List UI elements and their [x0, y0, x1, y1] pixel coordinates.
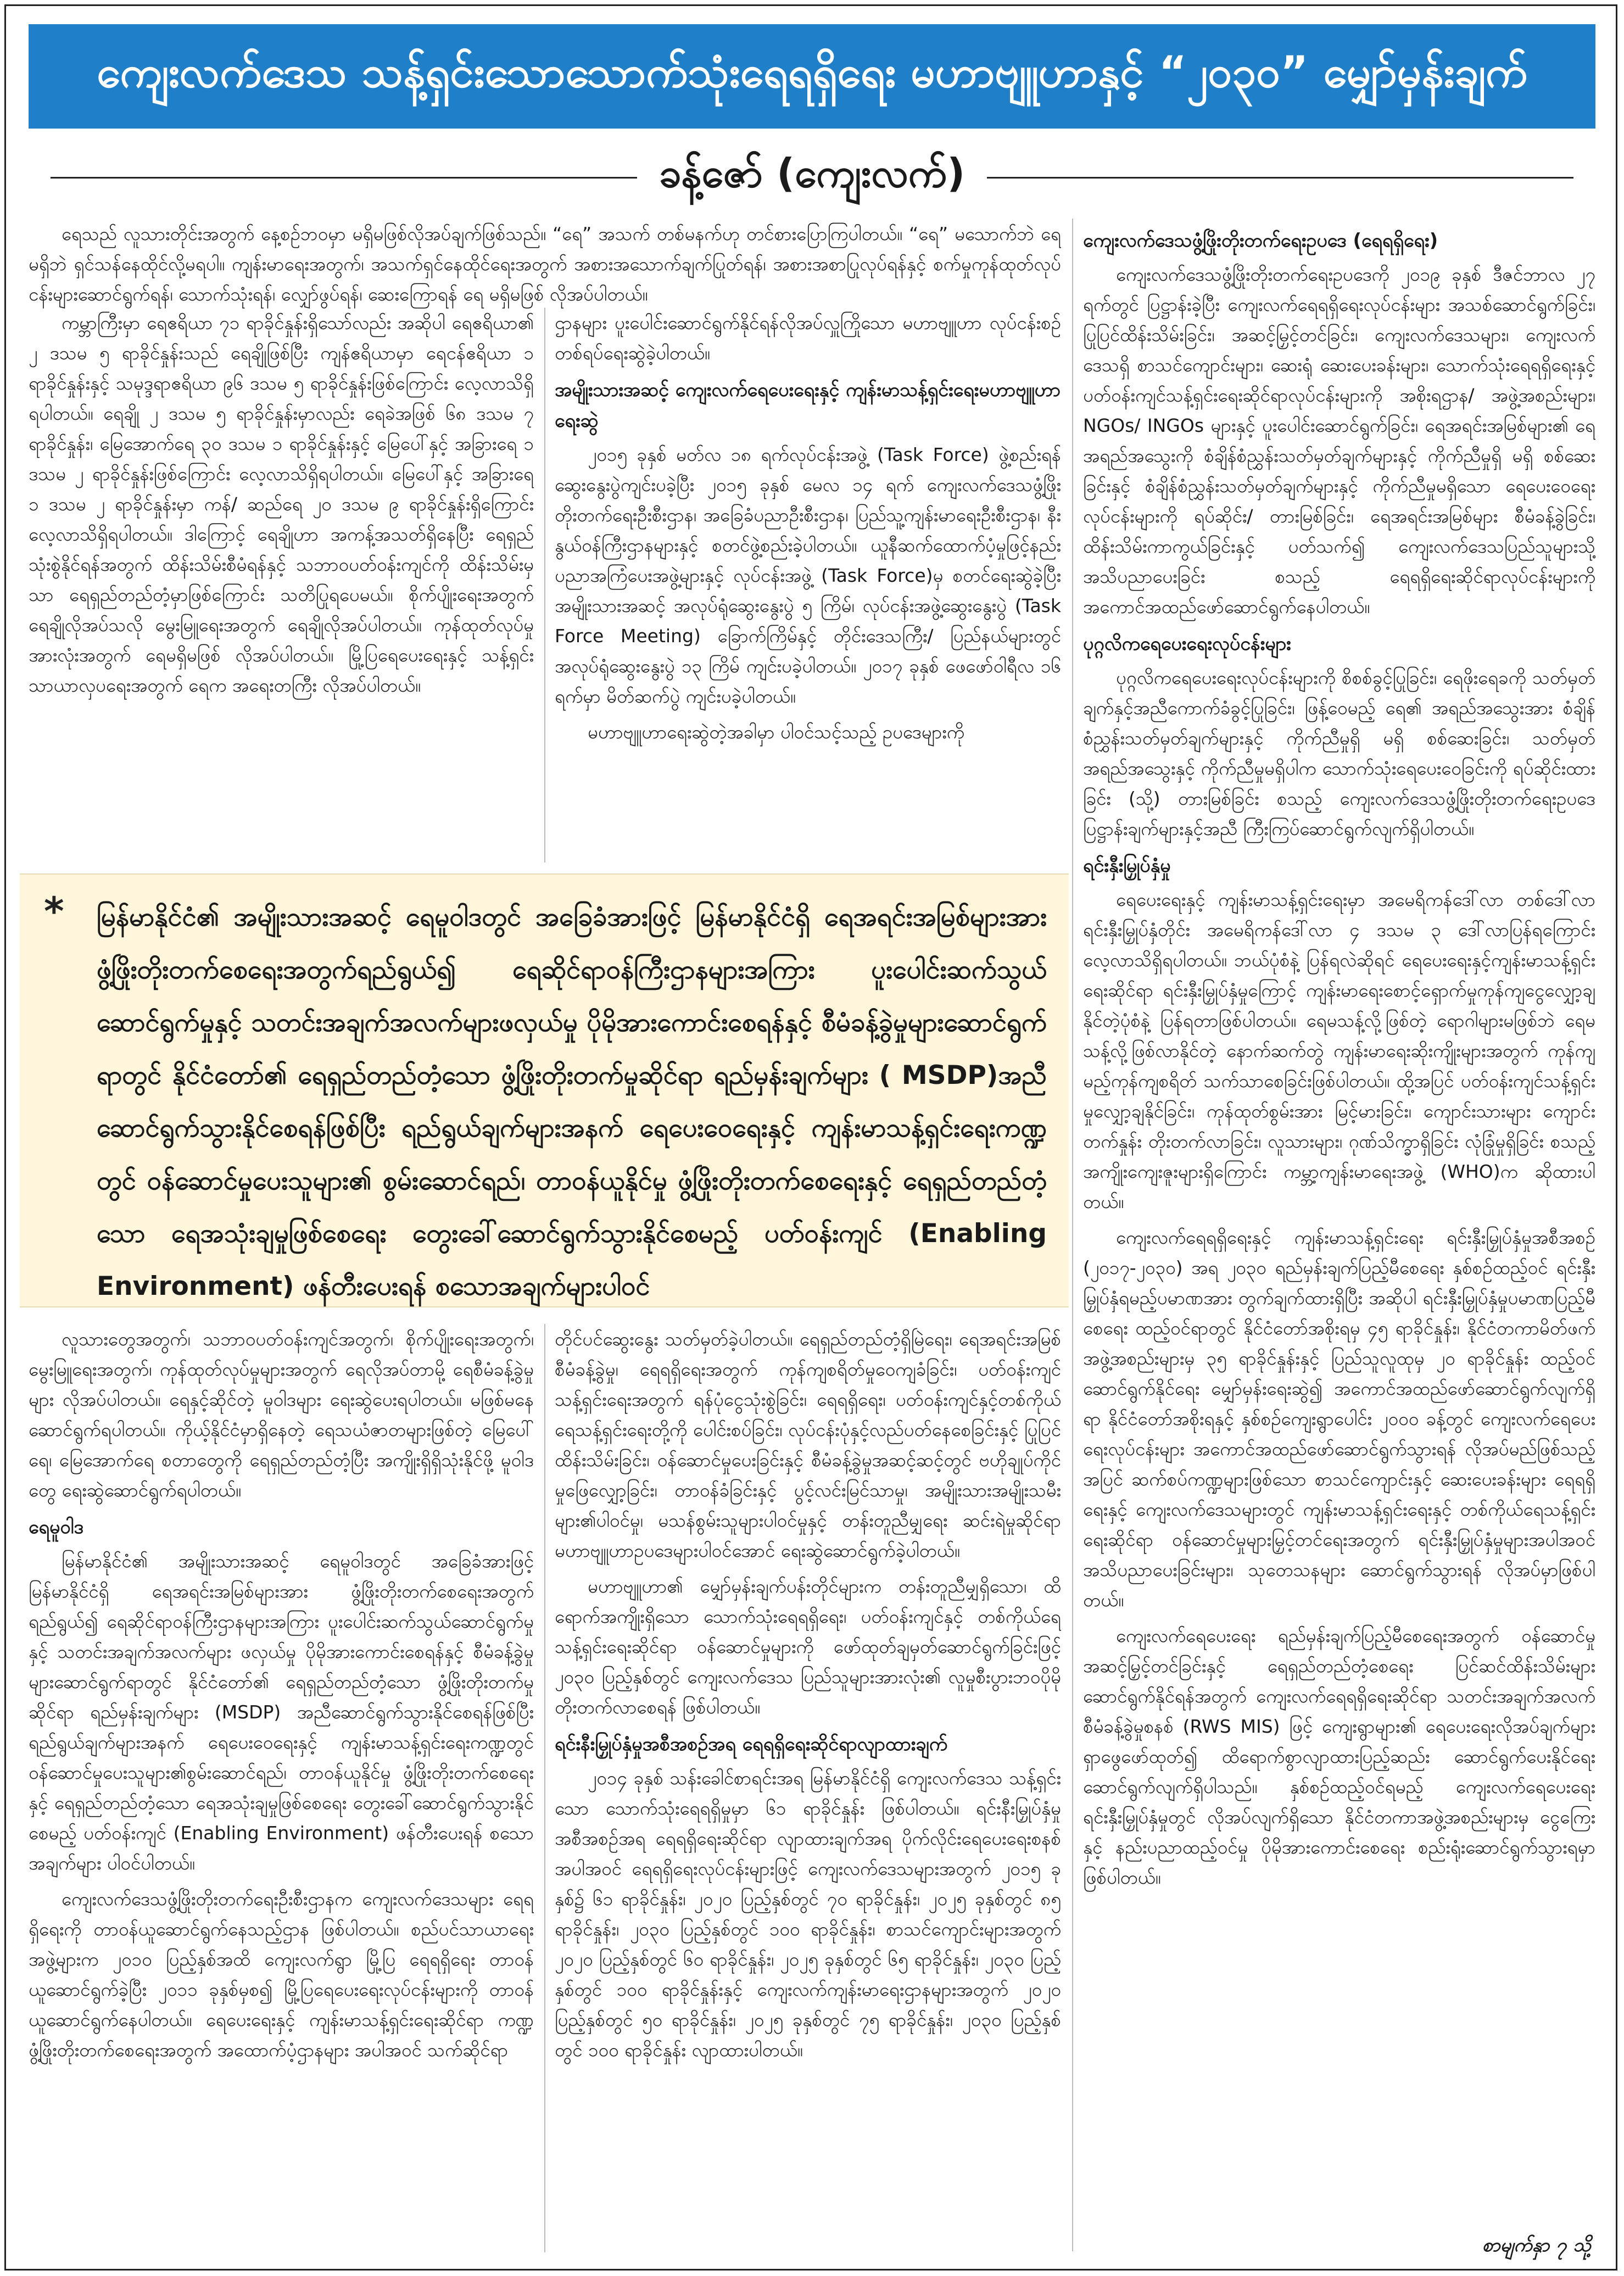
section-heading: ရင်းနှီးမြှုပ်နှံမှု — [1083, 855, 1171, 877]
right-column — [1083, 219, 1595, 2251]
body-paragraph: မဟာဗျူဟာ၏ မျှော်မှန်းချက်ပန်းတိုင်များက တန်းတူညီမျှရှိသော၊ ထိရောက်အကျိုးရှိသော သောက်သုံးရေရရှိရေး၊ ပတ်ဝန်းကျင်နှင့် တစ်ကိုယ်ရေသန့်ရှင်းရေးဆိုင်ရာ ဝန်ဆောင်မှုများကို ဖော်ထုတ်ချမှတ်ဆောင်ရွက်ခြင်းဖြင့် ၂၀၃၀ ပြည့်နှစ်တွင် ကျေးလက်ဒေသ ပြည်သူများအားလုံး၏ လူမှုစီးပွားဘဝပိုမိုတိုးတက်လာစေရန် ဖြစ်ပါတယ်။ — [555, 1576, 1061, 1718]
byline-row — [29, 147, 1595, 208]
body-paragraph: လူသားတွေအတွက်၊ သဘာဝပတ်ဝန်းကျင်အတွက်၊ စိုက်ပျိုးရေးအတွက်၊ မွေးမြူရေးအတွက်၊ ကုန်ထုတ်လုပ်မှုများအတွက် ရေလိုအပ်တာမို့ ရေစီမံခန့်ခွဲမှုများ လိုအပ်ပါတယ်။ ရေနှင့်ဆိုင်တဲ့ မူဝါဒများ ရေးဆွဲပေးရပါတယ်။ မဖြစ်မနေ ဆောင်ရွက်ရပါတယ်။ ကိုယ့်နိုင်ငံမှာရှိနေတဲ့ ရေသယံဇာတများဖြစ်တဲ့ မြေပေါ်ရေ၊ မြေအောက်ရေ စတာတွေကို ရေရှည်တည်တံ့ပြီး အကျိုးရှိရှိသုံးနိုင်ဖို့ မူဝါဒတွေ ရေးဆွဲဆောင်ရွက်ရပါတယ်။ — [29, 1328, 534, 1501]
body-paragraph: ၂၀၁၄ ခုနှစ် သန်းခေါင်စာရင်းအရ မြန်မာနိုင်ငံရှိ ကျေးလက်ဒေသ သန့်ရှင်းသော သောက်သုံးရေရရှိမှုမှာ ၆၁ ရာခိုင်နှုန်း ဖြစ်ပါတယ်။ ရင်းနီးမြှုပ်နှံမှုအစီအစဉ်အရ ရေရရှိရေးဆိုင်ရာ လျာထားချက်အရ ပိုက်လိုင်းရေပေးရေးစနစ်အပါအဝင် ရေရရှိရေးလုပ်ငန်းများဖြင့် ကျေးလက်ဒေသများအတွက် ၂၀၁၅ ခုနှစ်၌ ၆၁ ရာခိုင်နှုန်း၊ ၂၀၂၀ ပြည့်နှစ်တွင် ၇၀ ရာခိုင်နှုန်း၊ ၂၀၂၅ ခုနှစ်တွင် ၈၅ ရာခိုင်နှုန်း၊ ၂၀၃၀ ပြည့်နှစ်တွင် ၁၀၀ ရာခိုင်နှုန်း၊ စာသင်ကျောင်းများအတွက် ၂၀၂၀ ပြည့်နှစ်တွင် ၆၀ ရာခိုင်နှုန်း၊ ၂၀၂၅ ခုနှစ်တွင် ၆၅ ရာခိုင်နှုန်း၊ ၂၀၃၀ ပြည့်နှစ်တွင် ၁၀၀ ရာခိုင်နှုန်းနှင့် ကျေးလက်ကျန်းမာရေးဌာနများအတွက် ၂၀၂၀ ပြည့်နှစ်တွင် ၅၀ ရာခိုင်နှုန်း၊ ၂၀၂၅ ခုနှစ်တွင် ၇၅ ရာခိုင်နှုန်း၊ ၂၀၃၀ ပြည့်နှစ်တွင် ၁၀၀ ရာခိုင်နှုန်း လျာထားပါတယ်။ — [555, 1767, 1061, 2061]
byline: ခန့်ဇော် (ကျေးလက်) — [658, 150, 966, 196]
body-paragraph: ကျေးလက်ရေရရှိရေးနှင့် ကျန်းမာသန့်ရှင်းရေး ရင်းနှီးမြှုပ်နှံမှုအစီအစဉ် (၂၀၁၇-၂၀၃၀) အရ ၂၀၃၀ ရည်မှန်းချက်ပြည့်မီစေရေး နှစ်စဉ်ထည့်ဝင် ရင်းနှီးမြှုပ်နှံရမည့်ပမာဏအား တွက်ချက်ထားရှိပြီး အဆိုပါ ရင်းနှီးမြှုပ်နှံမှုပမာဏပြည့်မီစေရေး ထည့်ဝင်ရာတွင် နိုင်ငံတော်အစိုးရမှ ၄၅ ရာခိုင်နှုန်း၊ နိုင်ငံတကာမိတ်ဖက်အဖွဲ့အစည်းများမှ ၃၅ ရာခိုင်နှုန်းနှင့် ပြည်သူလူထုမှ ၂၀ ရာခိုင်နှုန်း ထည့်ဝင်ဆောင်ရွက်နိုင်ရေး မျှော်မှန်းရေးဆွဲ၍ အကောင်အထည်ဖော်ဆောင်ရွက်လျက်ရှိရာ နိုင်ငံတော်အစိုးရနှင့် နှစ်စဉ်ကျေးရွာပေါင်း ၂၀၀၀ ခန့်တွင် ကျေးလက်ရေပေးရေးလုပ်ငန်းများ အကောင်အထည်ဖော်ဆောင်ရွက်သွားရန် လိုအပ်မည်ဖြစ်သည့်အပြင် ဆက်စပ်ကဏ္ဍများဖြစ်သော စာသင်ကျောင်းနှင့် ဆေးပေးခန်းများ ရေရရှိရေးနှင့် ကျေးလက်ဒေသများတွင် ကျန်းမာသန့်ရှင်းရေးနှင့် တစ်ကိုယ်ရေသန့်ရှင်းရေးဆိုင်ရာ ဝန်ဆောင်မှုများမြှင့်တင်ရေးအတွက် ရင်းနှီးမြှုပ်နှံမှုများအပါအဝင် အသိပညာပေးခြင်းများ၊ သုတေသနများ ဆောင်ရွက်သွားရန် လိုအပ်မှာဖြစ်ပါတယ်။ — [1083, 1227, 1595, 1611]
body-paragraph: ၂၀၁၅ ခုနှစ် မတ်လ ၁၈ ရက်လုပ်ငန်းအဖွဲ့ (Task Force) ဖွဲ့စည်းရန် ဆွေးနွေးပွဲကျင်းပခဲ့ပြီး ၂၀၁၅ ခုနှစ် မေလ ၁၄ ရက် ကျေးလက်ဒေသဖွံ့ဖြိုးတိုးတက်ရေးဦးစီးဌာန၊ အခြေခံပညာဦးစီးဌာန၊ ပြည်သူ့ကျန်းမာရေးဦးစီးဌာန၊ နီးနွယ်ဝန်ကြီးဌာနများနှင့် စတင်ဖွဲ့စည်းခဲ့ပါတယ်။ ယူနီဆက်ထောက်ပံ့မှုဖြင့်နည်းပညာအကြံပေးအဖွဲ့များနှင့် လုပ်ငန်းအဖွဲ့ (Task Force)မှ စတင်ရေးဆွဲခဲ့ပြီး အမျိုးသားအဆင့် အလုပ်ရုံဆွေးနွေးပွဲ ၅ ကြိမ်၊ လုပ်ငန်းအဖွဲ့ဆွေးနွေးပွဲ (Task Force Meeting) ခြောက်ကြိမ်နှင့် တိုင်းဒေသကြီး/ ပြည်နယ်များတွင် အလုပ်ရုံဆွေးနွေးပွဲ ၁၃ ကြိမ် ကျင်းပခဲ့ပါတယ်။ ၂၀၁၇ ခုနှစ် ဖေဖော်ဝါရီလ ၁၆ ရက်မှာ မိတ်ဆက်ပွဲ ကျင်းပခဲ့ပါတယ်။ — [555, 444, 1061, 707]
byline-rule-right — [987, 177, 1573, 179]
column-divider — [544, 308, 545, 862]
body-paragraph: မြန်မာနိုင်ငံ၏ အမျိုးသားအဆင့် ရေမူဝါဒတွင် အခြေခံအားဖြင့် မြန်မာနိုင်ငံရှိ ရေအရင်းအမြစ်များအား ဖွံ့ဖြိုးတိုးတက်စေရေးအတွက် ရည်ရွယ်၍ ရေဆိုင်ရာဝန်ကြီးဌာနများအကြား ပူးပေါင်းဆက်သွယ်ဆောင်ရွက်မှုနှင့် သတင်းအချက်အလက်များ ဖလှယ်မှု ပိုမိုအားကောင်းစေရန်နှင့် စီမံခန့်ခွဲမှုများဆောင်ရွက်ရာတွင် နိုင်ငံတော်၏ ရေရှည်တည်တံ့သော ဖွံ့ဖြိုးတိုးတက်မှုဆိုင်ရာ ရည်မှန်းချက်များ (MSDP) အညီဆောင်ရွက်သွားနိုင်စေရန်ဖြစ်ပြီး ရည်ရွယ်ချက်များအနက် ရေပေးဝေရေးနှင့် ကျန်းမာသန့်ရှင်းရေးကဏ္ဍတွင် ဝန်ဆောင်မှုပေးသူများ၏စွမ်းဆောင်ရည်၊ တာဝန်ယူနိုင်မှု ဖွံ့ဖြိုးတိုးတက်စေရေးနှင့် ရေရှည်တည်တံ့သော ရေအသုံးချမှုဖြစ်စေရေး တွေးခေါ်ဆောင်ရွက်သွားနိုင်စေမည့် ပတ်ဝန်းကျင် (Enabling Environment) ဖန်တီးပေးရန် စသောအချက်များ ပါဝင်ပါတယ်။ — [29, 1550, 534, 1874]
body-paragraph: ကမ္ဘာကြီးမှာ ရေဧရိယာ ၇၁ ရာခိုင်နှုန်းရှိသော်လည်း အဆိုပါ ရေဧရိယာ၏ ၂ ဒသမ ၅ ရာခိုင်နှုန်းသည် ရေချိုဖြစ်ပြီး ကျန်ဧရိယာမှာ ရေငန်ဧရိယာ ၁ ရာခိုင်နှုန်းနှင့် သမုဒ္ဒရာဧရိယာ ၉၆ ဒသမ ၅ ရာခိုင်နှုန်းဖြစ်ကြောင်း လေ့လာသိရှိရပါတယ်။ ရေချို ၂ ဒသမ ၅ ရာခိုင်နှုန်းမှာလည်း ရေခဲအဖြစ် ၆၈ ဒသမ ၇ ရာခိုင်နှုန်း၊ မြေအောက်ရေ ၃၀ ဒသမ ၁ ရာခိုင်နှုန်းနှင့် မြေပေါ်နှင့် အခြားရေ ၁ ဒသမ ၂ ရာခိုင်နှုန်းဖြစ်ကြောင်း လေ့လာသိရှိရပါတယ်။ မြေပေါ်နှင့် အခြားရေ ၁ ဒသမ ၂ ရာခိုင်နှုန်းမှာ ကန်/ ဆည်ရေ ၂၀ ဒသမ ၉ ရာခိုင်နှုန်းရှိကြောင်း လေ့လာသိရှိရပါတယ်။ ဒါကြောင့် ရေချိုဟာ အကန့်အသတ်ရှိနေပြီး ရေရှည်သုံးစွဲနိုင်ရန်အတွက် ထိန်းသိမ်းစီမံရန်နှင့် သဘာဝပတ်ဝန်းကျင်ကို ထိန်းသိမ်းမှသာ ရေရှည်တည်တံ့မှာဖြစ်ကြောင်း သတိပြုရပေမယ်။ စိုက်ပျိုးရေးအတွက် ရေချိုလိုအပ်သလို မွေးမြူရေးအတွက် ရေချိုလိုအပ်ပါတယ်။ ကုန်ထုတ်လုပ်မှု အားလုံးအတွက် ရေမရှိမဖြစ် လိုအပ်ပါတယ်။ မြို့ပြရေပေးရေးနှင့် သန့်ရှင်းသာယာလှပရေးအတွက် ရေက အရေးတကြီး လိုအပ်ပါတယ်။ — [29, 312, 534, 696]
column-divider — [1072, 219, 1073, 2251]
pull-quote-box — [20, 873, 1069, 1307]
body-paragraph: ပုဂ္ဂလိကရေပေးရေးလုပ်ငန်းများကို စိစစ်ခွင့်ပြုခြင်း၊ ရေဖိုးရေခကို သတ်မှတ်ချက်နှင့်အညီကောက်ခံခွင့်ပြုခြင်း၊ ဖြန့်ဝေမည့် ရေ၏ အရည်အသွေးအား စံချိန်စံညွှန်းသတ်မှတ်ချက်များနှင့် ကိုက်ညီမှုရှိ မရှိ စစ်ဆေးခြင်း၊ သတ်မှတ်အရည်အသွေးနှင့် ကိုက်ညီမှုမရှိပါက သောက်သုံးရေပေးဝေခြင်းကို ရပ်ဆိုင်းထားခြင်း (သို့) တားမြစ်ခြင်း စသည့် ကျေးလက်ဒေသဖွံ့ဖြိုးတိုးတက်ရေးဥပဒေ ပြဋ္ဌာန်းချက်များနှင့်အညီ ကြီးကြပ်ဆောင်ရွက်လျက်ရှိပါတယ်။ — [1083, 667, 1595, 839]
section-heading: ကျေးလက်ဒေသဖွံ့ဖြိုးတိုးတက်ရေးဥပဒေ (ရေရရှိရေး) — [1083, 230, 1438, 252]
body-paragraph: ကျေးလက်ဒေသဖွံ့ဖြိုးတိုးတက်ရေးဦးစီးဌာနက ကျေးလက်ဒေသများ ရေရရှိရေးကို တာဝန်ယူဆောင်ရွက်နေသည့်ဌာန ဖြစ်ပါတယ်။ စည်ပင်သာယာရေးအဖွဲ့များက ၂၀၁၀ ပြည့်နှစ်အထိ ကျေးလက်ရွာ မြို့ပြ ရေရရှိရေး တာဝန်ယူဆောင်ရွက်ခဲ့ပြီး ၂၀၁၁ ခုနှစ်မှစ၍ မြို့ပြရေပေးရေးလုပ်ငန်းများကို တာဝန်ယူဆောင်ရွက်နေပါတယ်။ ရေပေးရေးနှင့် ကျန်းမာသန့်ရှင်းရေးဆိုင်ရာ ကဏ္ဍဖွံ့ဖြိုးတိုးတက်စေရေးအတွက် အထောက်ပံ့ဌာနများ အပါအဝင် သက်ဆိုင်ရာ — [29, 1888, 534, 2061]
body-paragraph: ကျေးလက်ဒေသဖွံ့ဖြိုးတိုးတက်ရေးဥပဒေကို ၂၀၁၉ ခုနှစ် ဒီဇင်ဘာလ ၂၇ ရက်တွင် ပြဋ္ဌာန်းခဲ့ပြီး ကျေးလက်ရေရရှိရေးလုပ်ငန်းများ အသစ်ဆောင်ရွက်ခြင်း၊ ပြုပြင်ထိန်းသိမ်းခြင်း၊ အဆင့်မြှင့်တင်ခြင်း၊ ကျေးလက်ဒေသများ၊ ကျေးလက်ဒေသရှိ စာသင်ကျောင်းများ၊ ဆေးရုံ ဆေးပေးခန်းများ၊ သောက်သုံးရေရရှိရေးနှင့် ပတ်ဝန်းကျင်သန့်ရှင်းရေးဆိုင်ရာလုပ်ငန်းများကို အစိုးရဌာန/ အဖွဲ့အစည်းများ၊ NGOs/ INGOs များနှင့် ပူးပေါင်းဆောင်ရွက်ခြင်း၊ ရေအရင်းအမြစ်များ၏ ရေအရည်အသွေးကို စံချိန်စံညွှန်းသတ်မှတ်ချက်များနှင့် ကိုက်ညီမှုရှိ မရှိ စစ်ဆေးခြင်းနှင့် စံချိန်စံညွှန်းသတ်မှတ်ချက်များနှင့် ကိုက်ညီမှုမရှိသော ရေပေးဝေရေးလုပ်ငန်းများကို ရပ်ဆိုင်း/ တားမြစ်ခြင်း၊ ရေအရင်းအမြစ်များ စီမံခန့်ခွဲခြင်း၊ ထိန်းသိမ်းကာကွယ်ခြင်းနှင့် ပတ်သက်၍ ကျေးလက်ဒေသပြည်သူများသို့ အသိပညာပေးခြင်း စသည့် ရေရရှိရေးဆိုင်ရာလုပ်ငန်းများကို အကောင်အထည်ဖော်ဆောင်ရွက်နေပါတယ်။ — [1083, 264, 1595, 617]
intro-block — [29, 219, 1061, 315]
middle-column-bottom — [555, 1324, 1061, 2252]
body-paragraph: ရေပေးရေးနှင့် ကျန်းမာသန့်ရှင်းရေးမှာ အမေရိကန်ဒေါ်လာ တစ်ဒေါ်လာ ရင်းနှီးမြှုပ်နှံတိုင်း အမေရိကန်ဒေါ်လာ ၄ ဒသမ ၃ ဒေါ်လာပြန်ရကြောင်း လေ့လာသိရှိရပါတယ်။ ဘယ်ပုံစံနဲ့ ပြန်ရလဲဆိုရင် ရေပေးရေးနှင့်ကျန်းမာသန့်ရှင်းရေးဆိုင်ရာ ရင်းနှီးမြှုပ်နှံမှုကြောင့် ကျန်းမာရေးစောင့်ရှောက်မှုကုန်ကျငွေလျှော့ချနိုင်တဲ့ပုံစံနဲ့ ပြန်ရတာဖြစ်ပါတယ်။ ရေမသန့်လို့ဖြစ်တဲ့ ရောဂါများမဖြစ်ဘဲ ရေမသန့်လို့ဖြစ်လာနိုင်တဲ့ နောက်ဆက်တွဲ ကျန်းမာရေးဆိုးကျိုးများအတွက် ကုန်ကျမည့်ကုန်ကျစရိတ် သက်သာစေခြင်းဖြစ်ပါတယ်။ ထို့အပြင် ပတ်ဝန်းကျင်သန့်ရှင်းမှုလျှော့ချနိုင်ခြင်း၊ ကုန်ထုတ်စွမ်းအား မြင့်မားခြင်း၊ ကျောင်းသားများ ကျောင်းတက်နှုန်း တိုးတက်လာခြင်း၊ လူသားများ၊ ဂုဏ်သိက္ခာရှိခြင်း လုံခြုံမှုရှိခြင်း စသည့်အကျိုးကျေးဇူးများရှိကြောင်း ကမ္ဘာ့ကျန်းမာရေးအဖွဲ့ (WHO)က ဆိုထားပါတယ်။ — [1083, 889, 1595, 1212]
body-paragraph: မဟာဗျူဟာရေးဆွဲတဲ့အခါမှာ ပါဝင်သင့်သည့် ဥပဒေများကို — [588, 721, 965, 743]
section-heading: ရေမူဝါဒ — [29, 1516, 84, 1538]
pull-quote-text: မြန်မာနိုင်ငံ၏ အမျိုးသားအဆင့် ရေမူဝါဒတွင် အခြေခံအားဖြင့် မြန်မာနိုင်ငံရှိ ရေအရင်းအမြစ်များအား ဖွံ့ဖြိုးတိုးတက်စေရေးအတွက်ရည်ရွယ်၍ ရေဆိုင်ရာဝန်ကြီးဌာနများအကြား ပူးပေါင်းဆက်သွယ်ဆောင်ရွက်မှုနှင့် သတင်းအချက်အလက်များဖလှယ်မှု ပိုမိုအားကောင်းစေရန်နှင့် စီမံခန့်ခွဲမှုများဆောင်ရွက်ရာတွင် နိုင်ငံတော်၏ ရေရှည်တည်တံ့သော ဖွံ့ဖြိုးတိုးတက်မှုဆိုင်ရာ ရည်မှန်းချက်များ ( MSDP)အညီ ဆောင်ရွက်သွားနိုင်စေရန်ဖြစ်ပြီး ရည်ရွယ်ချက်များအနက် ရေပေးဝေရေးနှင့် ကျန်းမာသန့်ရှင်းရေးကဏ္ဍတွင် ဝန်ဆောင်မှုပေးသူများ၏ စွမ်းဆောင်ရည်၊ တာဝန်ယူနိုင်မှု ဖွံ့ဖြိုးတိုးတက်စေရေးနှင့် ရေရှည်တည်တံ့သော ရေအသုံးချမှုဖြစ်စေရေး တွေးခေါ်ဆောင်ရွက်သွားနိုင်စေမည့် ပတ်ဝန်းကျင် (Enabling Environment) ဖန်တီးပေးရန် စသောအချက်များပါဝင် — [97, 902, 1047, 1301]
column-divider — [544, 1324, 545, 2252]
body-paragraph: တိုင်ပင်ဆွေးနွေး သတ်မှတ်ခဲ့ပါတယ်။ ရေရှည်တည်တံ့ရှိမြဲရေး၊ ရေအရင်းအမြစ်စီမံခန့်ခွဲမှု၊ ရေရရှိရေးအတွက် ကုန်ကျစရိတ်မှုဝေကျခံခြင်း၊ ပတ်ဝန်းကျင်သန့်ရှင်းရေးအတွက် ရန်ပုံငွေသုံးစွဲခြင်း၊ ရေရရှိရေး၊ ပတ်ဝန်းကျင်နှင့်တစ်ကိုယ်ရေသန့်ရှင်းရေးတို့ကို ပေါင်းစပ်ခြင်း၊ လုပ်ငန်းပုံနှင့်လည်ပတ်နေစေခြင်းနှင့် ပြုပြင်ထိန်းသိမ်းခြင်း၊ ဝန်ဆောင်မှုပေးခြင်းနှင့် စီမံခန့်ခွဲမှုအဆင့်ဆင့်တွင် ဗဟိုချုပ်ကိုင်မှုဖြေလျှော့ခြင်း၊ တာဝန်ခံခြင်းနှင့် ပွင့်လင်းမြင်သာမှု၊ အမျိုးသားအမျိုးသမီးများ၏ပါဝင်မှု၊ မသန်စွမ်းသူများပါဝင်မှုနှင့် တန်းတူညီမျှရေး ဆင်းရဲမှုဆိုင်ရာ မဟာဗျူဟာဥပဒေများပါဝင်အောင် ရေးဆွဲဆောင်ရွက်ခဲ့ပါတယ်။ — [555, 1328, 1061, 1561]
intro-paragraph: ရေသည် လူသားတိုင်းအတွက် နေ့စဉ်ဘဝမှာ မရှိမဖြစ်လိုအပ်ချက်ဖြစ်သည်။ “ရေ” အသက် တစ်မနက်ဟု တင်စားပြောကြပါတယ်။ “ရေ” မသောက်ဘဲ ရေမရှိဘဲ ရှင်သန်နေထိုင်လို့မရပါ။ ကျန်းမာရေးအတွက်၊ အသက်ရှင်နေထိုင်ရေးအတွက် အစားအသောက်ချက်ပြုတ်ရန်၊ အစားအစာပြုလုပ်ရန်နှင့် စက်မှုကုန်ထုတ်လုပ်ငန်းများဆောင်ရွက်ရန်၊ သောက်သုံးရန်၊ လျှော်ဖွပ်ရန်၊ ဆေးကြောရန် ရေ မရှိမဖြစ် လိုအပ်ပါတယ်။ — [29, 223, 1061, 305]
body-paragraph: ဌာနများ ပူးပေါင်းဆောင်ရွက်နိုင်ရန်လိုအပ်လှူကြိုသော မဟာဗျူဟာ လုပ်ငန်းစဉ် တစ်ရပ်ရေးဆွဲခဲ့ပါတယ်။ — [555, 312, 1061, 364]
byline-rule-left — [51, 177, 637, 179]
section-heading: အမျိုးသားအဆင့် ကျေးလက်ရေပေးရေးနှင့် ကျန်းမာသန့်ရှင်းရေးမဟာဗျူဟာရေးဆွဲ — [555, 379, 1061, 432]
asterisk-icon: * — [44, 889, 64, 934]
article-title: ကျေးလက်ဒေသ သန့်ရှင်းသောသောက်သုံးရေရရှိရေး မဟာဗျူဟာနှင့် “၂၀၃၀” မျှော်မှန်းချက် — [29, 24, 1595, 129]
middle-column-top — [555, 308, 1061, 857]
body-paragraph: ကျေးလက်ရေပေးရေး ရည်မှန်းချက်ပြည့်မီစေရေးအတွက် ဝန်ဆောင်မှုအဆင့်မြှင့်တင်ခြင်းနှင့် ရေရှည်တည်တံ့စေရေး ပြင်ဆင်ထိန်းသိမ်းများ ဆောင်ရွက်နိုင်ရန်အတွက် ကျေးလက်ရေရရှိရေးဆိုင်ရာ သတင်းအချက်အလက် စီမံခန့်ခွဲမှုစနစ် (RWS MIS) ဖြင့် ကျေးရွာများ၏ ရေပေးရေးလိုအပ်ချက်များ ရှာဖွေဖော်ထုတ်၍ ထိရောက်စွာလျာထားပြည့်ဆည်း ဆောင်ရွက်ပေးနိုင်ရေး ဆောင်ရွက်လျက်ရှိပါသည်။ နှစ်စဉ်ထည့်ဝင်ရမည့် ကျေးလက်ရေပေးရေး ရင်းနှီးမြှုပ်နှံမှုတွင် လိုအပ်လျက်ရှိသော နိုင်ငံတကာအဖွဲ့အစည်းများမှ ငွေကြေးနှင့် နည်းပညာထည့်ဝင်မှု ပိုမိုအားကောင်းစေရေး စည်းရုံးဆောင်ရွက်သွားရမှာ ဖြစ်ပါတယ်။ — [1083, 1625, 1595, 1888]
section-heading: ရင်းနီးမြှုပ်နှံမှုအစီအစဉ်အရ ရေရရှိရေးဆိုင်ရာလျာထားချက် — [555, 1733, 948, 1755]
continued-note: စာမျက်နှာ ၇ သို့ — [1482, 2234, 1591, 2256]
left-column-top — [29, 308, 534, 857]
section-heading: ပုဂ္ဂလိကရေပေးရေးလုပ်ငန်းများ — [1083, 633, 1291, 655]
left-column-bottom — [29, 1324, 534, 2252]
